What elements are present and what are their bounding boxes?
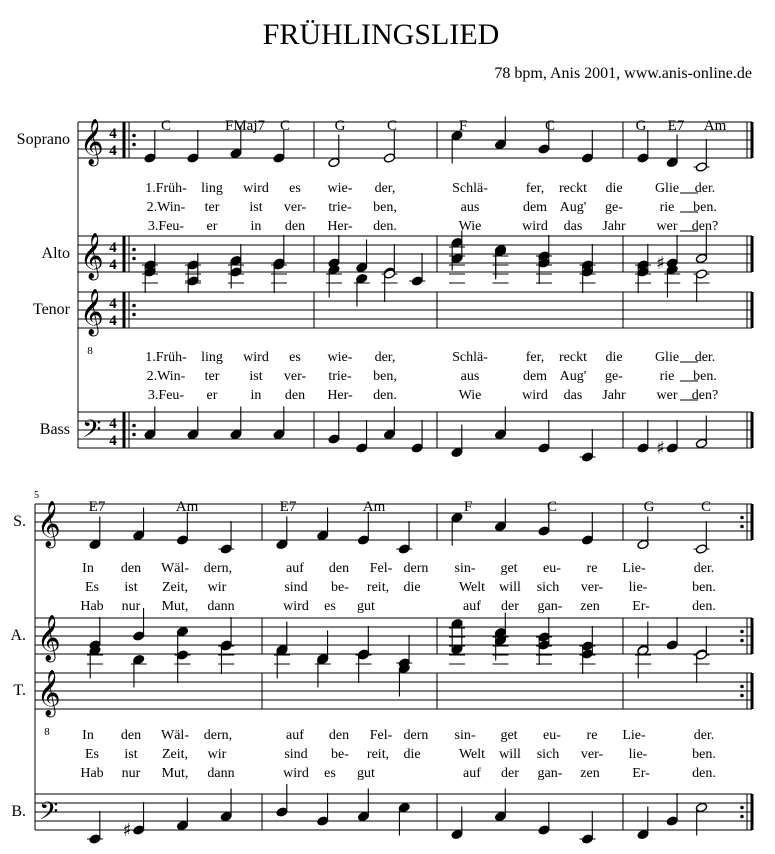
lyric-syllable: ling <box>201 181 223 196</box>
lyric-syllable: trie- <box>328 200 352 215</box>
lyric-syllable: wird <box>283 766 309 781</box>
lyric-syllable: will <box>499 580 521 595</box>
lyric-syllable: reckt <box>559 181 587 196</box>
lyric-syllable: sind <box>284 747 308 762</box>
lyric-syllable: Glie <box>654 181 680 196</box>
lyric-syllable: 1.Früh- <box>145 181 187 196</box>
lyric-syllable: dann <box>207 599 235 614</box>
lyric-syllable: es <box>289 181 301 196</box>
time-sig-bottom: 4 <box>109 257 117 273</box>
lyric-syllable: ist <box>124 580 138 595</box>
lyric-syllable: wird <box>522 388 548 403</box>
song-credits: 78 bpm, Anis 2001, www.anis-online.de <box>494 65 752 82</box>
lyric-syllable: ben. <box>692 580 716 595</box>
lyric-syllable: Er- <box>632 599 650 614</box>
bass-clef-icon: 𝄢 <box>82 415 102 450</box>
lyric-syllable: den <box>284 388 306 403</box>
time-sig-bottom: 4 <box>109 433 117 449</box>
lyric-syllable: nur <box>121 599 141 614</box>
lyric-syllable: auf <box>463 766 481 781</box>
lyric-syllable: Wäl- <box>161 728 189 743</box>
lyric-syllable: rie <box>659 369 675 384</box>
lyric-syllable: rie <box>659 200 675 215</box>
lyric-syllable: ben. <box>692 747 716 762</box>
lyric-syllable: ist <box>249 369 263 384</box>
lyric-syllable: Hab <box>80 599 104 614</box>
lyric-syllable: den <box>120 561 142 576</box>
lyric-syllable: sich <box>536 580 560 595</box>
lyric-syllable: lie- <box>628 580 648 595</box>
chord-symbol: C <box>546 499 558 515</box>
lyric-syllable: fer, <box>525 181 545 196</box>
repeat-dot <box>132 424 136 428</box>
lyric-syllable: dern, <box>203 561 233 576</box>
lyric-syllable: der <box>501 599 519 614</box>
lyric-syllable: ver- <box>580 580 604 595</box>
part-label-tenor: T. <box>13 682 26 699</box>
chord-symbol: Am <box>703 118 727 134</box>
lyric-syllable: der <box>501 766 519 781</box>
lyric-syllable: nur <box>121 766 141 781</box>
lyric-syllable: der. <box>694 350 716 365</box>
chord-symbol: E7 <box>88 499 106 515</box>
lyric-syllable: Mut, <box>161 766 189 781</box>
lyric-syllable: Aug' <box>559 200 587 215</box>
lyric-syllable: der, <box>374 350 396 365</box>
song-title: FRÜHLINGSLIED <box>262 18 500 51</box>
time-sig-top: 4 <box>109 416 117 432</box>
lyric-syllable: den. <box>692 766 716 781</box>
chord-symbol: F <box>458 118 468 134</box>
lyric-syllable: sich <box>536 747 560 762</box>
chord-symbol: E7 <box>667 118 685 134</box>
repeat-dot <box>740 694 744 698</box>
lyric-syllable: ter <box>204 369 220 384</box>
lyric-syllable: In <box>82 728 94 743</box>
lyric-syllable: 2.Win- <box>146 200 186 215</box>
lyric-syllable: dem <box>522 369 548 384</box>
repeat-dot <box>132 257 136 261</box>
lyric-syllable: Welt <box>458 747 486 762</box>
lyric-syllable: Lie- <box>622 728 646 743</box>
treble-clef-icon: 𝄞 <box>37 670 61 716</box>
repeat-dot <box>740 815 744 819</box>
lyric-syllable: Zeit, <box>161 747 189 762</box>
lyric-syllable: sin- <box>454 561 476 576</box>
repeat-dot <box>740 525 744 529</box>
lyric-syllable: 3.Feu- <box>147 219 185 234</box>
chord-symbol: G <box>334 118 346 134</box>
lyric-syllable: Her- <box>327 219 353 234</box>
lyric-syllable: den? <box>691 388 719 403</box>
treble-clef-icon: 𝄞 <box>37 615 61 661</box>
lyric-syllable: eu- <box>543 728 561 743</box>
lyric-syllable: get <box>500 561 518 576</box>
lyric-syllable: zen <box>580 599 600 614</box>
lyric-syllable: auf <box>286 561 304 576</box>
lyric-syllable: be- <box>331 580 349 595</box>
sharp-icon: ♯ <box>122 820 132 841</box>
lyric-syllable: gan- <box>537 766 563 781</box>
lyric-syllable: wie- <box>327 181 353 196</box>
lyric-syllable: be- <box>331 747 349 762</box>
chord-symbol: C <box>160 118 172 134</box>
lyric-syllable: die <box>403 580 421 595</box>
lyric-syllable: Her- <box>327 388 353 403</box>
lyric-syllable: in <box>250 219 262 234</box>
chord-symbol: G <box>635 118 647 134</box>
lyric-syllable: den. <box>373 388 397 403</box>
lyric-syllable: er <box>206 219 218 234</box>
lyric-syllable: dern <box>403 728 429 743</box>
lyric-syllable: sin- <box>454 728 476 743</box>
lyric-syllable: ge- <box>605 369 623 384</box>
lyric-syllable: ver- <box>283 200 307 215</box>
part-label-tenor: Tenor <box>32 301 70 318</box>
lyric-syllable: ter <box>204 200 220 215</box>
lyric-syllable: wird <box>283 599 309 614</box>
lyric-syllable: get <box>500 728 518 743</box>
lyric-syllable: der, <box>374 181 396 196</box>
chord-symbol: FMaj7 <box>224 118 266 134</box>
score <box>10 117 752 845</box>
lyric-syllable: 3.Feu- <box>147 388 185 403</box>
lyric-syllable: wir <box>207 747 227 762</box>
lyric-syllable: gut <box>357 766 375 781</box>
lyric-syllable: den <box>284 219 306 234</box>
chord-symbol: Am <box>362 499 386 515</box>
lyric-syllable: den <box>328 728 350 743</box>
lyric-syllable: der. <box>694 181 716 196</box>
lyric-syllable: reckt <box>559 350 587 365</box>
chord-symbol: Am <box>175 499 199 515</box>
lyric-syllable: die <box>403 747 421 762</box>
repeat-dot <box>740 806 744 810</box>
lyric-syllable: ver- <box>283 369 307 384</box>
lyric-syllable: es <box>289 350 301 365</box>
octave-mark: 8 <box>87 345 93 357</box>
lyric-syllable: ben. <box>693 200 717 215</box>
lyric-syllable: dann <box>207 766 235 781</box>
treble-clef-icon: 𝄞 <box>80 289 104 335</box>
treble-clef-icon: 𝄞 <box>80 233 104 279</box>
chord-symbol: C <box>544 118 556 134</box>
lyric-syllable: Jahr <box>602 388 626 403</box>
lyric-syllable: den? <box>691 219 719 234</box>
part-label-soprano: S. <box>13 513 26 530</box>
lyric-syllable: wird <box>522 219 548 234</box>
lyric-syllable: ben, <box>373 369 397 384</box>
lyric-syllable: Wie <box>458 388 482 403</box>
lyric-syllable: zen <box>580 766 600 781</box>
lyric-syllable: re <box>586 728 598 743</box>
lyric-syllable: den <box>328 561 350 576</box>
lyric-syllable: aus <box>460 369 480 384</box>
time-sig-bottom: 4 <box>109 313 117 329</box>
lyric-syllable: ist <box>124 747 138 762</box>
lyric-syllable: in <box>250 388 262 403</box>
lyric-syllable: dem <box>522 200 548 215</box>
part-label-alto: Alto <box>41 245 70 262</box>
time-sig-top: 4 <box>109 296 117 312</box>
lyric-syllable: will <box>499 747 521 762</box>
lyric-syllable: Wie <box>458 219 482 234</box>
lyric-syllable: den. <box>692 599 716 614</box>
repeat-dot <box>132 304 136 308</box>
repeat-dot <box>740 685 744 689</box>
bass-clef-icon: 𝄢 <box>39 797 59 832</box>
lyric-syllable: Es <box>85 747 99 762</box>
lyric-syllable: trie- <box>328 369 352 384</box>
lyric-syllable: 2.Win- <box>146 369 186 384</box>
time-sig-top: 4 <box>109 240 117 256</box>
part-label-alto: A. <box>10 627 26 644</box>
chord-symbol: G <box>643 499 655 515</box>
lyric-syllable: Mut, <box>161 599 189 614</box>
lyric-syllable: wird <box>243 350 269 365</box>
treble-clef-icon: 𝄞 <box>37 501 61 547</box>
sharp-icon: ♯ <box>656 438 665 459</box>
repeat-dot <box>132 313 136 317</box>
lyric-syllable: Zeit, <box>161 580 189 595</box>
lyric-syllable: ben. <box>693 369 717 384</box>
lyric-syllable: Fel- <box>369 561 393 576</box>
lyric-syllable: aus <box>460 200 480 215</box>
lyric-syllable: der. <box>693 728 715 743</box>
lyric-syllable: das <box>563 219 583 234</box>
lyric-syllable: 1.Früh- <box>145 350 187 365</box>
lyric-syllable: ver- <box>580 747 604 762</box>
lyric-syllable: es <box>324 599 336 614</box>
chord-symbol: F <box>463 499 473 515</box>
lyric-syllable: den <box>120 728 142 743</box>
lyric-syllable: ge- <box>605 200 623 215</box>
lyric-syllable: wer <box>656 219 678 234</box>
repeat-dot <box>740 639 744 643</box>
chord-symbol: E7 <box>279 499 297 515</box>
sharp-icon: ♯ <box>656 253 665 274</box>
lyric-syllable: Glie <box>654 350 680 365</box>
part-label-bass: Bass <box>39 421 70 438</box>
lyric-syllable: Aug' <box>559 369 587 384</box>
repeat-dot <box>132 433 136 437</box>
lyric-syllable: die <box>605 350 623 365</box>
lyric-syllable: Schlä- <box>452 350 488 365</box>
lyric-syllable: In <box>82 561 94 576</box>
lyric-syllable: die <box>605 181 623 196</box>
treble-clef-icon: 𝄞 <box>80 119 104 165</box>
lyric-syllable: Es <box>85 580 99 595</box>
lyric-syllable: den. <box>373 219 397 234</box>
lyric-syllable: das <box>563 388 583 403</box>
lyric-syllable: Hab <box>80 766 104 781</box>
chord-symbol: C <box>386 118 398 134</box>
repeat-dot <box>740 516 744 520</box>
lyric-syllable: ist <box>249 200 263 215</box>
lyric-syllable: auf <box>286 728 304 743</box>
lyric-syllable: Schlä- <box>452 181 488 196</box>
lyric-syllable: er <box>206 388 218 403</box>
part-label-soprano: Soprano <box>16 131 70 148</box>
repeat-dot <box>132 248 136 252</box>
lyric-syllable: Er- <box>632 766 650 781</box>
lyric-syllable: sind <box>284 580 308 595</box>
lyric-syllable: dern, <box>203 728 233 743</box>
lyric-syllable: gut <box>357 599 375 614</box>
repeat-dot <box>132 143 136 147</box>
lyric-syllable: wird <box>243 181 269 196</box>
lyric-syllable: ben, <box>373 200 397 215</box>
lyric-syllable: wir <box>207 580 227 595</box>
lyric-syllable: eu- <box>543 561 561 576</box>
lyric-syllable: wie- <box>327 350 353 365</box>
lyric-syllable: wer <box>656 388 678 403</box>
lyric-syllable: gan- <box>537 599 563 614</box>
time-sig-bottom: 4 <box>109 143 117 159</box>
lyric-syllable: Jahr <box>602 219 626 234</box>
lyric-syllable: auf <box>463 599 481 614</box>
lyric-syllable: reit, <box>366 747 390 762</box>
lyric-syllable: Welt <box>458 580 486 595</box>
repeat-dot <box>132 134 136 138</box>
lyric-syllable: Lie- <box>622 561 646 576</box>
chord-symbol: C <box>279 118 291 134</box>
chord-symbol: C <box>700 499 712 515</box>
lyric-syllable: ling <box>201 350 223 365</box>
repeat-dot <box>740 630 744 634</box>
lyric-syllable: reit, <box>366 580 390 595</box>
lyric-syllable: lie- <box>628 747 648 762</box>
lyric-syllable: dern <box>403 561 429 576</box>
part-label-bass: B. <box>11 803 26 820</box>
lyric-syllable: Fel- <box>369 728 393 743</box>
time-sig-top: 4 <box>109 126 117 142</box>
lyric-syllable: es <box>324 766 336 781</box>
octave-mark: 8 <box>44 726 50 738</box>
lyric-syllable: Wäl- <box>161 561 189 576</box>
lyric-syllable: der. <box>693 561 715 576</box>
bar-number: 5 <box>34 490 39 501</box>
lyric-syllable: re <box>586 561 598 576</box>
lyric-syllable: fer, <box>525 350 545 365</box>
